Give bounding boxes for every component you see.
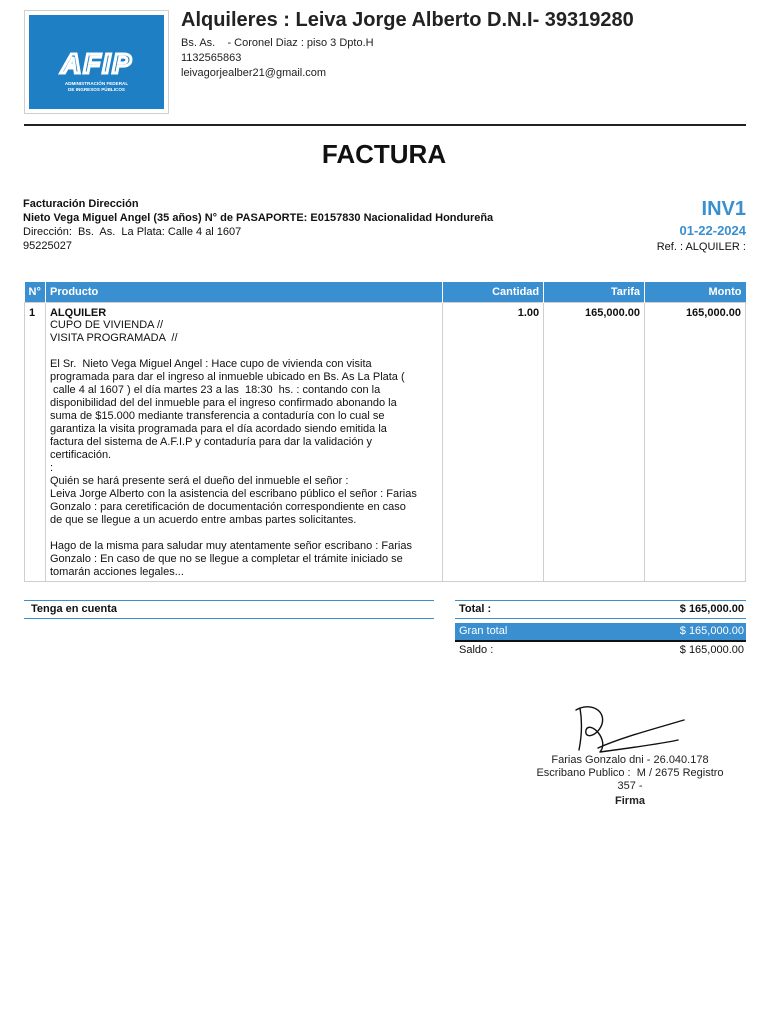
row-rate: 165,000.00 xyxy=(544,303,645,582)
row-product-cell xyxy=(45,303,442,582)
company-title: Alquileres : Leiva Jorge Alberto D.N.I- 39319280 xyxy=(181,9,634,31)
company-phone: 1132565863 xyxy=(181,52,242,64)
col-header-rate: Tarifa xyxy=(544,282,645,303)
notes-label: Tenga en cuenta xyxy=(31,603,117,615)
billing-phone: 95225027 xyxy=(23,240,72,252)
signature-details: Farias Gonzalo dni - 26.040.178 Escribano Publico : M / 2675 Registro 357 - xyxy=(536,754,724,792)
handwritten-signature xyxy=(570,700,690,760)
grand-total-value: $ 165,000.00 xyxy=(679,625,744,637)
logo-background xyxy=(29,15,164,109)
notes-section xyxy=(24,600,434,619)
col-header-number: N° xyxy=(25,282,46,303)
afip-logo-mark xyxy=(43,51,151,79)
total-row xyxy=(455,600,746,619)
logo-subtitle-line-1: ADMINISTRACIÓN FEDERAL xyxy=(64,81,129,86)
invoice-date: 01-22-2024 xyxy=(679,223,746,238)
logo-subtitle xyxy=(29,81,164,93)
balance-row xyxy=(455,642,746,659)
row-description: CUPO DE VIVIENDA // VISITA PROGRAMADA // El Sr. Nieto Vega Miguel Angel : Hace cupo de vivienda con visita programada para dar el ingreso al inmueble ubicado en Bs. As La Plata ( calle 4 al 1607 ) el día martes 23 a las 18:30 hs. : contando con la disponibilidad del del inmueble para el ingreso confirmado abonando la suma de $15.000 mediante transferencia a contaduría con lo cual se garantiza la visita programada para el día acordado siendo emitida la factura del sistema de A.F.I.P y contaduría para dar la validación y certificación. : Quién se hará presente será el dueño del inmueble el señor : Leiva Jorge Alberto con la asistencia del escribano público el señor : Farias Gonzalo : para ceretificación de documentación correspondiente en caso de que se llegue a un acuerdo entre ambas partes solicitantes. Hago de la misma para saludar muy atentamente señor escribano : Farias Gonzalo : En caso de que no se llegue a completar el trámite iniciado se tomarán acciones legales... xyxy=(49,319,417,578)
total-label: Total : xyxy=(459,603,492,615)
company-email[interactable]: leivagorjealber21@gmail.com xyxy=(181,67,327,79)
col-header-product: Producto xyxy=(45,282,442,303)
row-quantity: 1.00 xyxy=(443,303,544,582)
row-product: ALQUILER xyxy=(49,307,107,319)
signature-label: Firma xyxy=(615,795,645,807)
table-row xyxy=(25,303,746,582)
billing-client: Nieto Vega Miguel Angel (35 años) N° de PASAPORTE: E0157830 Nacionalidad Hondureña xyxy=(23,212,494,224)
invoice-number: INV1 xyxy=(701,198,746,220)
billing-heading: Facturación Dirección xyxy=(23,198,139,210)
row-amount: 165,000.00 xyxy=(645,303,746,582)
logo-subtitle-line-2: DE INGRESOS PÚBLICOS xyxy=(68,87,125,92)
document-title: FACTURA xyxy=(321,139,447,169)
total-value: $ 165,000.00 xyxy=(679,603,744,615)
balance-value: $ 165,000.00 xyxy=(679,644,744,656)
grand-total-label: Gran total xyxy=(459,625,508,637)
afip-logo xyxy=(24,10,169,114)
table-header-row xyxy=(25,282,746,303)
company-address: Bs. As. - Coronel Diaz : piso 3 Dpto.H xyxy=(181,37,374,49)
col-header-amount: Monto xyxy=(645,282,746,303)
row-number: 1 xyxy=(25,303,46,582)
billing-address: Dirección: Bs. As. La Plata: Calle 4 al 1607 xyxy=(23,226,242,238)
items-table xyxy=(24,282,746,582)
col-header-quantity: Cantidad xyxy=(443,282,544,303)
logo-mark-text: AFIP xyxy=(61,51,133,79)
balance-label: Saldo : xyxy=(459,644,494,656)
invoice-reference: Ref. : ALQUILER : xyxy=(656,241,746,253)
header-divider xyxy=(24,124,746,126)
grand-total-row xyxy=(455,623,746,642)
